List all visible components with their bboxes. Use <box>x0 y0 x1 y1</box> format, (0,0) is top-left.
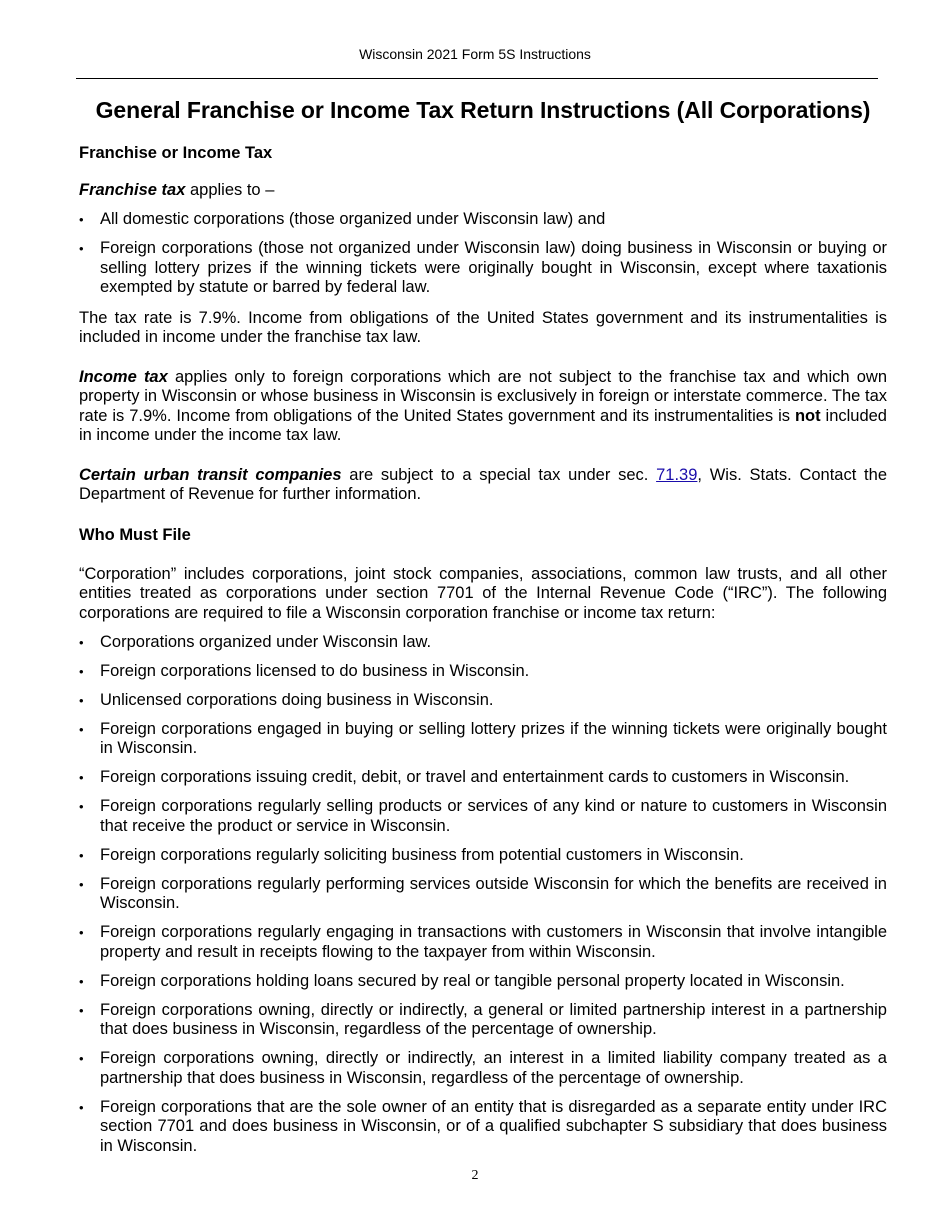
list-item: • Foreign corporations regularly soliciting business from potential customers in Wisconsin. <box>79 846 887 866</box>
list-item: • Foreign corporations (those not organized under Wisconsin law) doing business in Wisconsin or buying or selling lottery prizes if the winning tickets were originally bought in Wisconsin, except where taxationis exempted by statute or barred by federal law. <box>79 239 887 298</box>
section-heading-franchise-or-income-tax: Franchise or Income Tax <box>79 144 273 162</box>
list-item: • Foreign corporations owning, directly or indirectly, an interest in a limited liability company treated as a partnership that does business in Wisconsin, regardless of the percentage of ownership. <box>79 1049 887 1088</box>
list-item: • Foreign corporations that are the sole owner of an entity that is disregarded as a separate entity under IRC section 7701 and does business in Wisconsin, or of a qualified subchapter S subsidiary that does business in Wisconsin. <box>79 1098 887 1157</box>
transit-companies-term: Certain urban transit companies <box>79 465 342 484</box>
income-tax-paragraph: Income tax applies only to foreign corporations which are not subject to the franchise tax and which own property in Wisconsin or whose business in Wisconsin is exclusively in foreign or interstate commerce. The tax rate is 7.9%. Income from obligations of the United States government and its instrumentalities is not included in income under the income tax law. <box>79 367 887 444</box>
franchise-tax-lead: applies to – <box>185 181 275 199</box>
page-title: General Franchise or Income Tax Return Instructions (All Corporations) <box>95 97 871 123</box>
page-number: 2 <box>471 1168 479 1183</box>
income-tax-term: Income tax <box>79 367 168 386</box>
list-item: • Unlicensed corporations doing business in Wisconsin. <box>79 691 887 711</box>
who-must-file-list <box>79 633 887 1157</box>
list-item: • Foreign corporations engaged in buying or selling lottery prizes if the winning tickets were originally bought in Wisconsin. <box>79 720 887 759</box>
list-item: • Foreign corporations regularly performing services outside Wisconsin for which the benefits are received in Wisconsin. <box>79 875 887 914</box>
franchise-tax-term: Franchise tax <box>79 181 186 199</box>
transit-companies-paragraph: Certain urban transit companies are subject to a special tax under sec. 71.39, Wis. Stats. Contact the Department of Revenue for further information. <box>79 465 887 503</box>
list-item: • Foreign corporations owning, directly or indirectly, a general or limited partnership interest in a partnership that does business in Wisconsin, regardless of the percentage of ownership. <box>79 1001 887 1040</box>
list-item: • Corporations organized under Wisconsin law. <box>79 633 887 653</box>
list-item: • All domestic corporations (those organized under Wisconsin law) and <box>79 210 887 230</box>
statute-link-71-39[interactable]: 71.39 <box>656 465 698 484</box>
section-heading-who-must-file: Who Must File <box>79 525 191 544</box>
header-divider <box>76 78 878 79</box>
list-item: • Foreign corporations holding loans secured by real or tangible personal property located in Wisconsin. <box>79 972 887 992</box>
income-tax-not-emphasis: not <box>794 406 821 425</box>
list-item: • Foreign corporations regularly engaging in transactions with customers in Wisconsin that involve intangible property and result in receipts flowing to the taxpayer from within Wisconsin. <box>79 923 887 962</box>
running-header: Wisconsin 2021 Form 5S Instructions <box>359 46 591 62</box>
list-item: • Foreign corporations issuing credit, debit, or travel and entertainment cards to customers in Wisconsin. <box>79 768 887 788</box>
who-must-file-intro: “Corporation” includes corporations, joint stock companies, associations, common law trusts, and all other entities treated as corporations under section 7701 of the Internal Revenue Code (“IRC”). The following corporations are required to file a Wisconsin corporation franchise or income tax return: <box>79 564 887 622</box>
list-item: • Foreign corporations regularly selling products or services of any kind or nature to customers in Wisconsin that receive the product or service in Wisconsin. <box>79 797 887 836</box>
document-body <box>79 94 887 1156</box>
franchise-tax-intro <box>79 181 887 201</box>
franchise-tax-rate-paragraph: The tax rate is 7.9%. Income from obligations of the United States government and its instrumentalities is included in income under the franchise tax law. <box>79 308 887 346</box>
franchise-tax-list <box>79 210 887 298</box>
list-item: • Foreign corporations licensed to do business in Wisconsin. <box>79 662 887 682</box>
